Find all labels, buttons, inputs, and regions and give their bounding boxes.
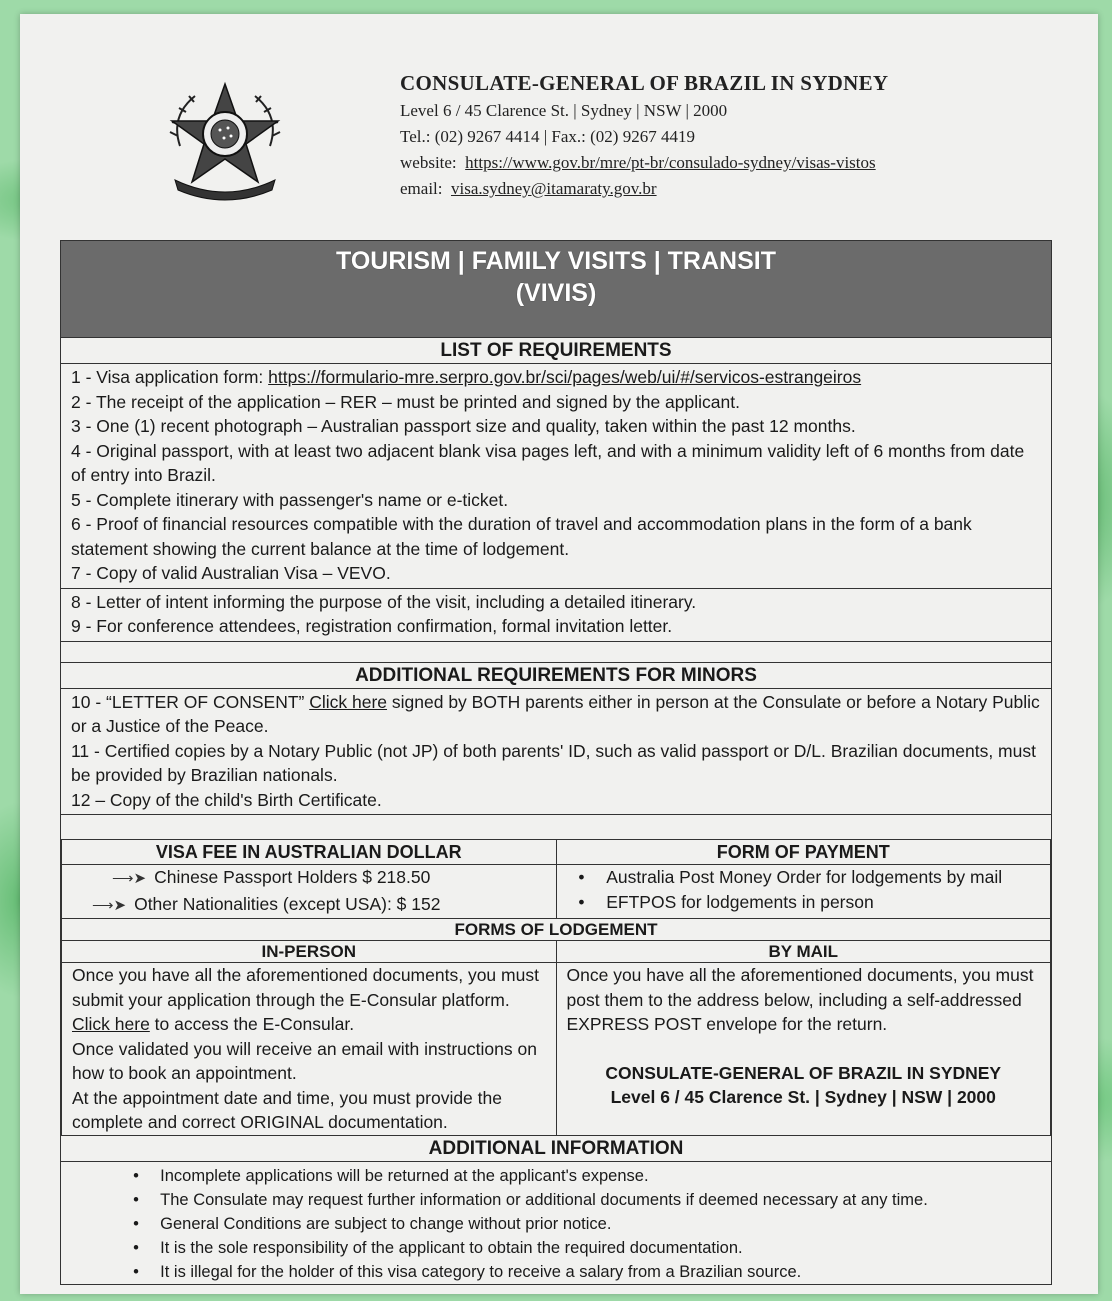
visa-category-banner	[61, 241, 1051, 337]
requirement-4: 4 - Original passport, with at least two adjacent blank visa pages left, and with a minimum validity left of 6 months from date of entry into Brazil.	[71, 440, 1025, 485]
info-item	[121, 1188, 1041, 1212]
bullet-icon: •	[578, 891, 585, 912]
lodgement-heading: FORMS OF LODGEMENT	[62, 919, 1051, 941]
mail-to-address: Level 6 / 45 Clarence St. | Sydney | NSW | 2000	[610, 1087, 996, 1107]
visa-fee-heading: VISA FEE IN AUSTRALIAN DOLLAR	[62, 840, 557, 865]
requirement-2: 2 - The receipt of the application – RER – must be printed and signed by the applicant.	[71, 391, 740, 412]
requirements-list	[61, 364, 1051, 588]
bullet-icon: •	[133, 1238, 139, 1257]
fee-other-text: Other Nationalities (except USA): $ 152	[134, 893, 441, 914]
consulate-phone: Tel.: (02) 9267 4414 | Fax.: (02) 9267 4419	[400, 127, 695, 146]
info-item	[121, 1212, 1041, 1236]
requirement-9: 9 - For conference attendees, registration confirmation, formal invitation letter.	[71, 616, 673, 636]
banner-title: TOURISM | FAMILY VISITS | TRANSIT	[336, 247, 776, 275]
in-person-instructions	[62, 963, 557, 1136]
requirement-1	[71, 365, 1041, 390]
by-mail-text: Once you have all the aforementioned documents, you must post them to the address below, including a self-addressed EXPRESS POST envelope for the return.	[566, 965, 1034, 1034]
website-line	[400, 150, 1040, 176]
requirement-10	[71, 690, 1041, 739]
in-person-text-3: Once validated you will receive an email with instructions on how to book an appointment.	[72, 1038, 537, 1083]
payment-list	[556, 865, 1051, 919]
requirement-10-suffix: signed by BOTH parents either in person at the Consulate or before a Notary Public or a Justice of the Peace.	[71, 691, 1040, 736]
payment-option-eftpos	[567, 890, 1041, 915]
letter-of-consent-link[interactable]: Click here	[309, 691, 388, 712]
requirement-5: 5 - Complete itinerary with passenger's name or e-ticket.	[71, 489, 509, 510]
info-item	[121, 1236, 1041, 1260]
by-mail-instructions	[556, 963, 1051, 1136]
minors-heading: ADDITIONAL REQUIREMENTS FOR MINORS	[61, 662, 1051, 689]
bullet-icon: •	[133, 1190, 139, 1209]
bullet-icon: •	[578, 867, 585, 887]
requirement-10-prefix: 10 - “LETTER OF CONSENT”	[71, 691, 310, 712]
banner-subtitle: (VIVIS)	[515, 279, 597, 307]
bullet-icon: •	[133, 1262, 139, 1281]
visa-requirements-form	[60, 240, 1052, 1285]
requirements-list-extra	[61, 589, 1051, 641]
email-link[interactable]: visa.sydney@itamaraty.gov.br	[450, 179, 657, 198]
requirement-8: 8 - Letter of intent informing the purpose of the visit, including a detailed itinerary.	[71, 591, 697, 612]
additional-info-list	[61, 1162, 1051, 1284]
minors-list	[61, 689, 1051, 815]
payment-option-mail	[567, 865, 1041, 890]
requirements-heading: LIST OF REQUIREMENTS	[61, 337, 1051, 364]
consulate-name: CONSULATE-GENERAL OF BRAZIL IN SYDNEY	[400, 71, 889, 95]
in-person-text-2: to access the E-Consular.	[149, 1014, 355, 1034]
payment-heading: FORM OF PAYMENT	[556, 840, 1051, 865]
bullet-icon: •	[133, 1214, 139, 1233]
info-item	[121, 1260, 1041, 1284]
requirement-12: 12 – Copy of the child's Birth Certificate.	[71, 789, 382, 810]
info-item	[121, 1164, 1041, 1188]
in-person-text-1: Once you have all the aforementioned documents, you must submit your application through the E-Consular platform.	[72, 965, 539, 1010]
info-item-text: The Consulate may request further information or additional documents if deemed necessary at any time.	[160, 1190, 928, 1209]
fee-payment-table	[61, 839, 1051, 1136]
requirement-7: 7 - Copy of valid Australian Visa – VEVO.	[71, 563, 391, 583]
by-mail-heading: BY MAIL	[556, 941, 1051, 963]
e-consular-link[interactable]: Click here	[72, 1014, 150, 1034]
additional-info-heading: ADDITIONAL INFORMATION	[61, 1136, 1051, 1162]
consulate-address: Level 6 / 45 Clarence St. | Sydney | NSW | 2000	[400, 101, 728, 120]
application-form-link[interactable]: https://formulario-mre.serpro.gov.br/sci/pages/web/ui/#/servicos-estrangeiros	[268, 367, 862, 387]
spacer-row	[61, 641, 1051, 662]
payment-option-eftpos-text: EFTPOS for lodgements in person	[606, 891, 874, 912]
mail-to-org: CONSULATE-GENERAL OF BRAZIL IN SYDNEY	[605, 1062, 1002, 1083]
spacer-row	[61, 814, 1051, 839]
email-label: email:	[400, 179, 443, 198]
info-item-text: Incomplete applications will be returned at the applicant's expense.	[160, 1166, 649, 1185]
requirement-11: 11 - Certified copies by a Notary Public (not JP) of both parents' ID, such as valid passport or D/L. Brazilian documents, must be provided by Brazilian nationals.	[71, 740, 1036, 785]
requirement-3: 3 - One (1) recent photograph – Australian passport size and quality, taken within the past 12 months.	[71, 416, 856, 436]
info-item-text: General Conditions are subject to change without prior notice.	[160, 1214, 612, 1233]
letterhead	[400, 70, 1040, 202]
arrow-icon: ⟶➤	[92, 896, 127, 914]
fee-list	[62, 865, 557, 919]
info-item-text: It is illegal for the holder of this visa category to receive a salary from a Brazilian source.	[160, 1262, 802, 1281]
payment-option-mail-text: Australia Post Money Order for lodgements by mail	[606, 867, 1003, 887]
document-page	[20, 14, 1098, 1294]
website-label: website:	[400, 153, 457, 172]
website-link[interactable]: https://www.gov.br/mre/pt-br/consulado-sydney/visas-vistos	[465, 153, 876, 172]
requirement-6: 6 - Proof of financial resources compatible with the duration of travel and accommodation plans in the form of a bank statement showing the current balance at the time of lodgement.	[71, 514, 972, 559]
arrow-icon: ⟶➤	[112, 870, 147, 887]
fee-other	[92, 892, 546, 919]
email-line	[400, 176, 1040, 202]
brazil-coat-of-arms-icon	[160, 76, 290, 206]
in-person-text-4: At the appointment date and time, you must provide the complete and correct ORIGINAL documentation.	[72, 1087, 502, 1132]
fee-chinese-text: Chinese Passport Holders $ 218.50	[154, 867, 431, 887]
in-person-heading: IN-PERSON	[62, 941, 557, 963]
requirement-1-text: 1 - Visa application form:	[71, 367, 269, 387]
info-item-text: It is the sole responsibility of the applicant to obtain the required documentation.	[160, 1238, 743, 1257]
fee-chinese	[92, 865, 546, 892]
bullet-icon: •	[133, 1166, 139, 1185]
